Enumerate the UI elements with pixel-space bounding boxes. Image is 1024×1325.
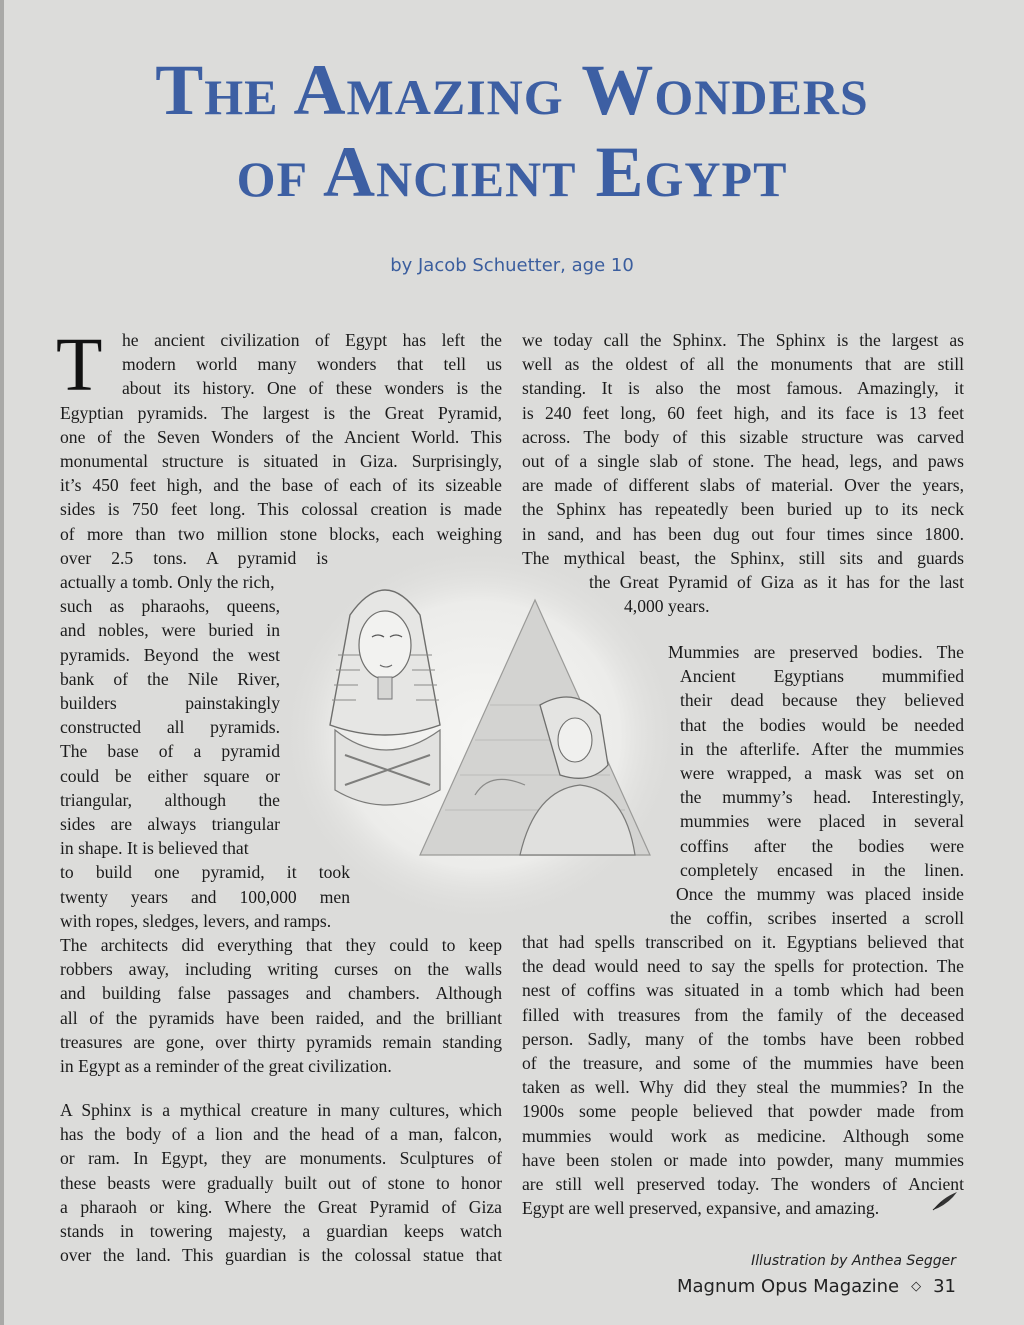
body-text-line: 4,000 years. xyxy=(624,596,710,617)
body-text-line: builders painstakingly xyxy=(60,693,280,713)
body-text-line: taken as well. Why did they steal the mummies? In the xyxy=(522,1077,964,1098)
body-text-line: in sand, and has been dug out four times since 1800. xyxy=(522,523,964,544)
footer-separator: ◇ xyxy=(911,1279,922,1294)
body-text-line: to build one pyramid, it took xyxy=(60,862,350,883)
body-text-line: he ancient civilization of Egypt has left the xyxy=(122,330,502,350)
article-title-line-1: The Amazing Wonders xyxy=(155,50,869,130)
body-text-line: actually a tomb. Only the rich, xyxy=(60,572,275,592)
drop-cap: T xyxy=(56,323,103,407)
body-text-line: sides are always triangular xyxy=(60,814,280,834)
body-text-line: mummies were placed in several xyxy=(680,811,964,832)
body-text-line: the dead would need to say the spells for protection. The xyxy=(522,956,964,977)
body-text-line: sides is 750 feet long. This colossal creation is made xyxy=(60,499,502,520)
body-text-line: over 2.5 tons. A pyramid is xyxy=(60,547,328,568)
body-text-line: out of a single slab of stone. The head, legs, and paws xyxy=(522,451,964,471)
body-text-line: monumental structure is situated in Giza. Surprisingly, xyxy=(60,451,502,471)
body-text-line: and nobles, were buried in xyxy=(60,620,280,641)
body-text-line: with ropes, sledges, levers, and ramps. xyxy=(60,910,332,931)
body-text-line: Egyptian pyramids. The largest is the Great Pyramid, xyxy=(60,402,502,423)
body-text-line: person. Sadly, many of the tombs have been robbed xyxy=(522,1028,964,1049)
body-text-line: these beasts were gradually built out of stone to honor xyxy=(60,1172,502,1193)
body-text-line: triangular, although the xyxy=(60,789,280,810)
body-text-line: constructed all pyramids. xyxy=(60,717,280,738)
body-text-line: modern world many wonders that tell us xyxy=(122,354,502,375)
body-text-line: The mythical beast, the Sphinx, still sits and guards xyxy=(522,547,964,568)
body-text-line: could be either square or xyxy=(60,765,280,786)
illustration-credit: Illustration by Anthea Segger xyxy=(751,1253,956,1269)
body-text-line: stands in towering majesty, a guardian keeps watch xyxy=(60,1221,502,1241)
body-text-line: the coffin, scribes inserted a scroll xyxy=(670,908,964,929)
byline: by Jacob Schuetter, age 10 xyxy=(390,255,634,276)
body-text-line: we today call the Sphinx. The Sphinx is the largest as xyxy=(522,330,964,350)
body-text-line: over the land. This guardian is the colossal statue that xyxy=(60,1245,502,1266)
quill-end-icon xyxy=(930,1190,960,1212)
body-text-line: Ancient Egyptians mummified xyxy=(680,666,964,687)
body-text-line: across. The body of this sizable structure was carved xyxy=(522,426,964,447)
body-text-line: and building false passages and chambers. Although xyxy=(60,983,502,1004)
body-text-line: are made of different slabs of material. Over the years, xyxy=(522,475,964,496)
body-text-line: such as pharaohs, queens, xyxy=(60,596,280,617)
body-text-line: has the body of a lion and the head of a man, falcon, xyxy=(60,1124,502,1145)
body-text-line: nest of coffins was situated in a tomb which had been xyxy=(522,980,964,1001)
body-text-line: of more than two million stone blocks, each weighing xyxy=(60,523,502,544)
page-footer xyxy=(677,1276,956,1297)
body-text-line: treasures are gone, over thirty pyramids remain standing xyxy=(60,1031,502,1052)
body-text-line: Mummies are preserved bodies. The xyxy=(668,642,964,662)
body-text-line: were wrapped, a mask was set on xyxy=(680,763,964,783)
body-text-line: Egypt are well preserved, expansive, and amazing. xyxy=(522,1198,880,1219)
page-number: 31 xyxy=(933,1276,956,1297)
magazine-name: Magnum Opus Magazine xyxy=(676,1276,900,1297)
body-text-line: in Egypt as a reminder of the great civilization. xyxy=(60,1056,392,1076)
body-text-line: coffins after the bodies were xyxy=(680,835,964,856)
body-text-line: the Sphinx has repeatedly been buried up to its neck xyxy=(522,499,964,520)
body-text-line: a pharaoh or king. Where the Great Pyramid of Giza xyxy=(60,1196,502,1217)
body-text-line: about its history. One of these wonders is the xyxy=(122,378,502,399)
body-text-line: the Great Pyramid of Giza as it has for the last xyxy=(589,572,964,592)
body-text-line: is 240 feet long, 60 feet high, and its face is 13 feet xyxy=(522,402,964,423)
body-text-line: all of the pyramids have been raided, and the brilliant xyxy=(60,1007,502,1028)
body-text-line: that had spells transcribed on it. Egyptians believed that xyxy=(522,932,964,952)
body-text-line: The architects did everything that they could to keep xyxy=(60,935,502,955)
body-text-line: bank of the Nile River, xyxy=(60,668,280,689)
body-text-line: are still well preserved today. The wonders of Ancient xyxy=(522,1174,964,1194)
body-text-line: that the bodies would be needed xyxy=(680,714,964,735)
body-text-line: Once the mummy was placed inside xyxy=(676,884,964,904)
body-text-line: completely encased in the linen. xyxy=(680,859,964,880)
body-text-line: 1900s some people believed that powder made from xyxy=(522,1101,964,1122)
body-text-line: one of the Seven Wonders of the Ancient World. This xyxy=(60,426,502,447)
body-text-line: The base of a pyramid xyxy=(60,741,280,762)
body-text-line: filled with treasures from the family of the deceased xyxy=(522,1004,964,1025)
body-text-line: robbers away, including writing curses on the walls xyxy=(60,959,502,980)
body-text-line: well as the oldest of all the monuments that are still xyxy=(522,354,964,375)
body-text-line: standing. It is also the most famous. Amazingly, it xyxy=(522,378,964,399)
body-text-line: of the treasure, and some of the mummies have been xyxy=(522,1053,964,1073)
body-text-line: have been stolen or made into powder, many mummies xyxy=(522,1149,964,1170)
body-text-line: or ram. In Egypt, they are monuments. Sculptures of xyxy=(60,1148,502,1169)
body-text-line: in shape. It is believed that xyxy=(60,838,249,859)
body-text-line: in the afterlife. After the mummies xyxy=(680,738,964,759)
body-text-line: the mummy’s head. Interestingly, xyxy=(680,787,964,808)
body-text-line: twenty years and 100,000 men xyxy=(60,886,350,907)
body-text-line: A Sphinx is a mythical creature in many cultures, which xyxy=(60,1100,502,1120)
body-text-line: their dead because they believed xyxy=(680,690,964,711)
body-text-line: it’s 450 feet high, and the base of each of its sizeable xyxy=(60,475,502,496)
article-title-line-2: of Ancient Egypt xyxy=(236,132,788,212)
body-text-line: mummies would work as medicine. Although some xyxy=(522,1125,964,1146)
body-text-line: pyramids. Beyond the west xyxy=(60,644,280,665)
